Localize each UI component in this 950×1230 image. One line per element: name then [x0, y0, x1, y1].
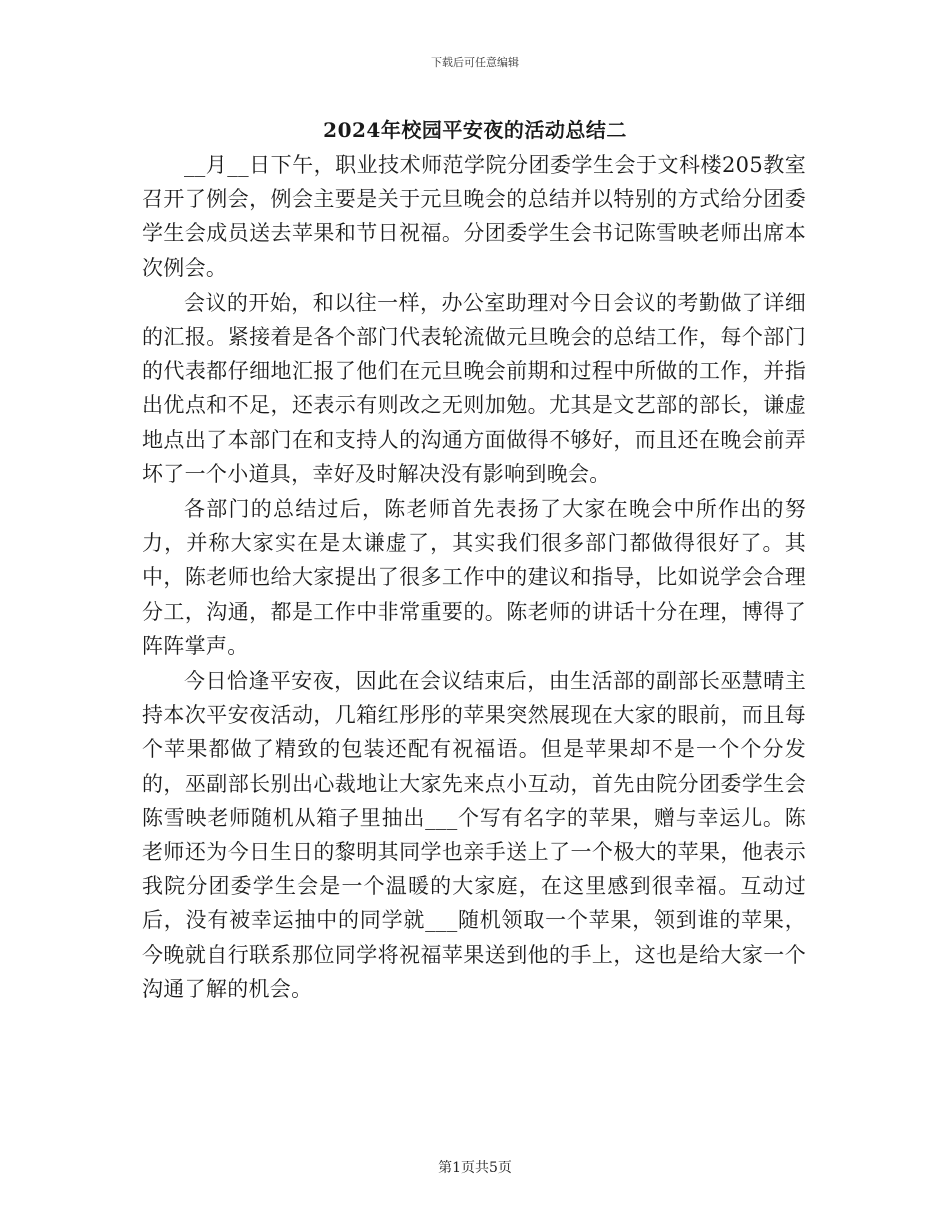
page-number-footer: 第1页共5页	[438, 1160, 512, 1176]
paragraph-3: 各部门的总结过后，陈老师首先表扬了大家在晚会中所作出的努力，并称大家实在是太谦虚了，其实我们很多部门都做得很好了。其中，陈老师也给大家提出了很多工作中的建议和指导，比如说学会合理分工，沟通，都是工作中非常重要的。陈老师的讲话十分在理，博得了阵阵掌声。	[142, 497, 806, 658]
document-body	[142, 148, 806, 1006]
paragraph-1: __月__日下午，职业技术师范学院分团委学生会于文科楼205教室召开了例会，例会主要是关于元旦晚会的总结并以特别的方式给分团委学生会成员送去苹果和节日祝福。分团委学生会书记陈雪映老师出席本次例会。	[142, 153, 806, 280]
document-title: 2024年校园平安夜的活动总结二	[323, 118, 627, 142]
page-header-note: 下载后可任意编辑	[431, 56, 519, 69]
paragraph-4: 今日恰逢平安夜，因此在会议结束后，由生活部的副部长巫慧晴主持本次平安夜活动，几箱红彤彤的苹果突然展现在大家的眼前，而且每个苹果都做了精致的包装还配有祝福语。但是苹果却不是一个个分发的，巫副部长别出心裁地让大家先来点小互动，首先由院分团委学生会陈雪映老师随机从箱子里抽出___个写有名字的苹果，赠与幸运儿。陈老师还为今日生日的黎明其同学也亲手送上了一个极大的苹果，他表示我院分团委学生会是一个温暖的大家庭，在这里感到很幸福。互动过后，没有被幸运抽中的同学就___随机领取一个苹果，领到谁的苹果，今晚就自行联系那位同学将祝福苹果送到他的手上，这也是给大家一个沟通了解的机会。	[142, 669, 806, 1001]
paragraph-2: 会议的开始，和以往一样，办公室助理对今日会议的考勤做了详细的汇报。紧接着是各个部门代表轮流做元旦晚会的总结工作，每个部门的代表都仔细地汇报了他们在元旦晚会前期和过程中所做的工作，并指出优点和不足，还表示有则改之无则加勉。尤其是文艺部的部长，谦虚地点出了本部门在和支持人的沟通方面做得不够好，而且还在晚会前弄坏了一个小道具，幸好及时解决没有影响到晚会。	[142, 290, 806, 486]
